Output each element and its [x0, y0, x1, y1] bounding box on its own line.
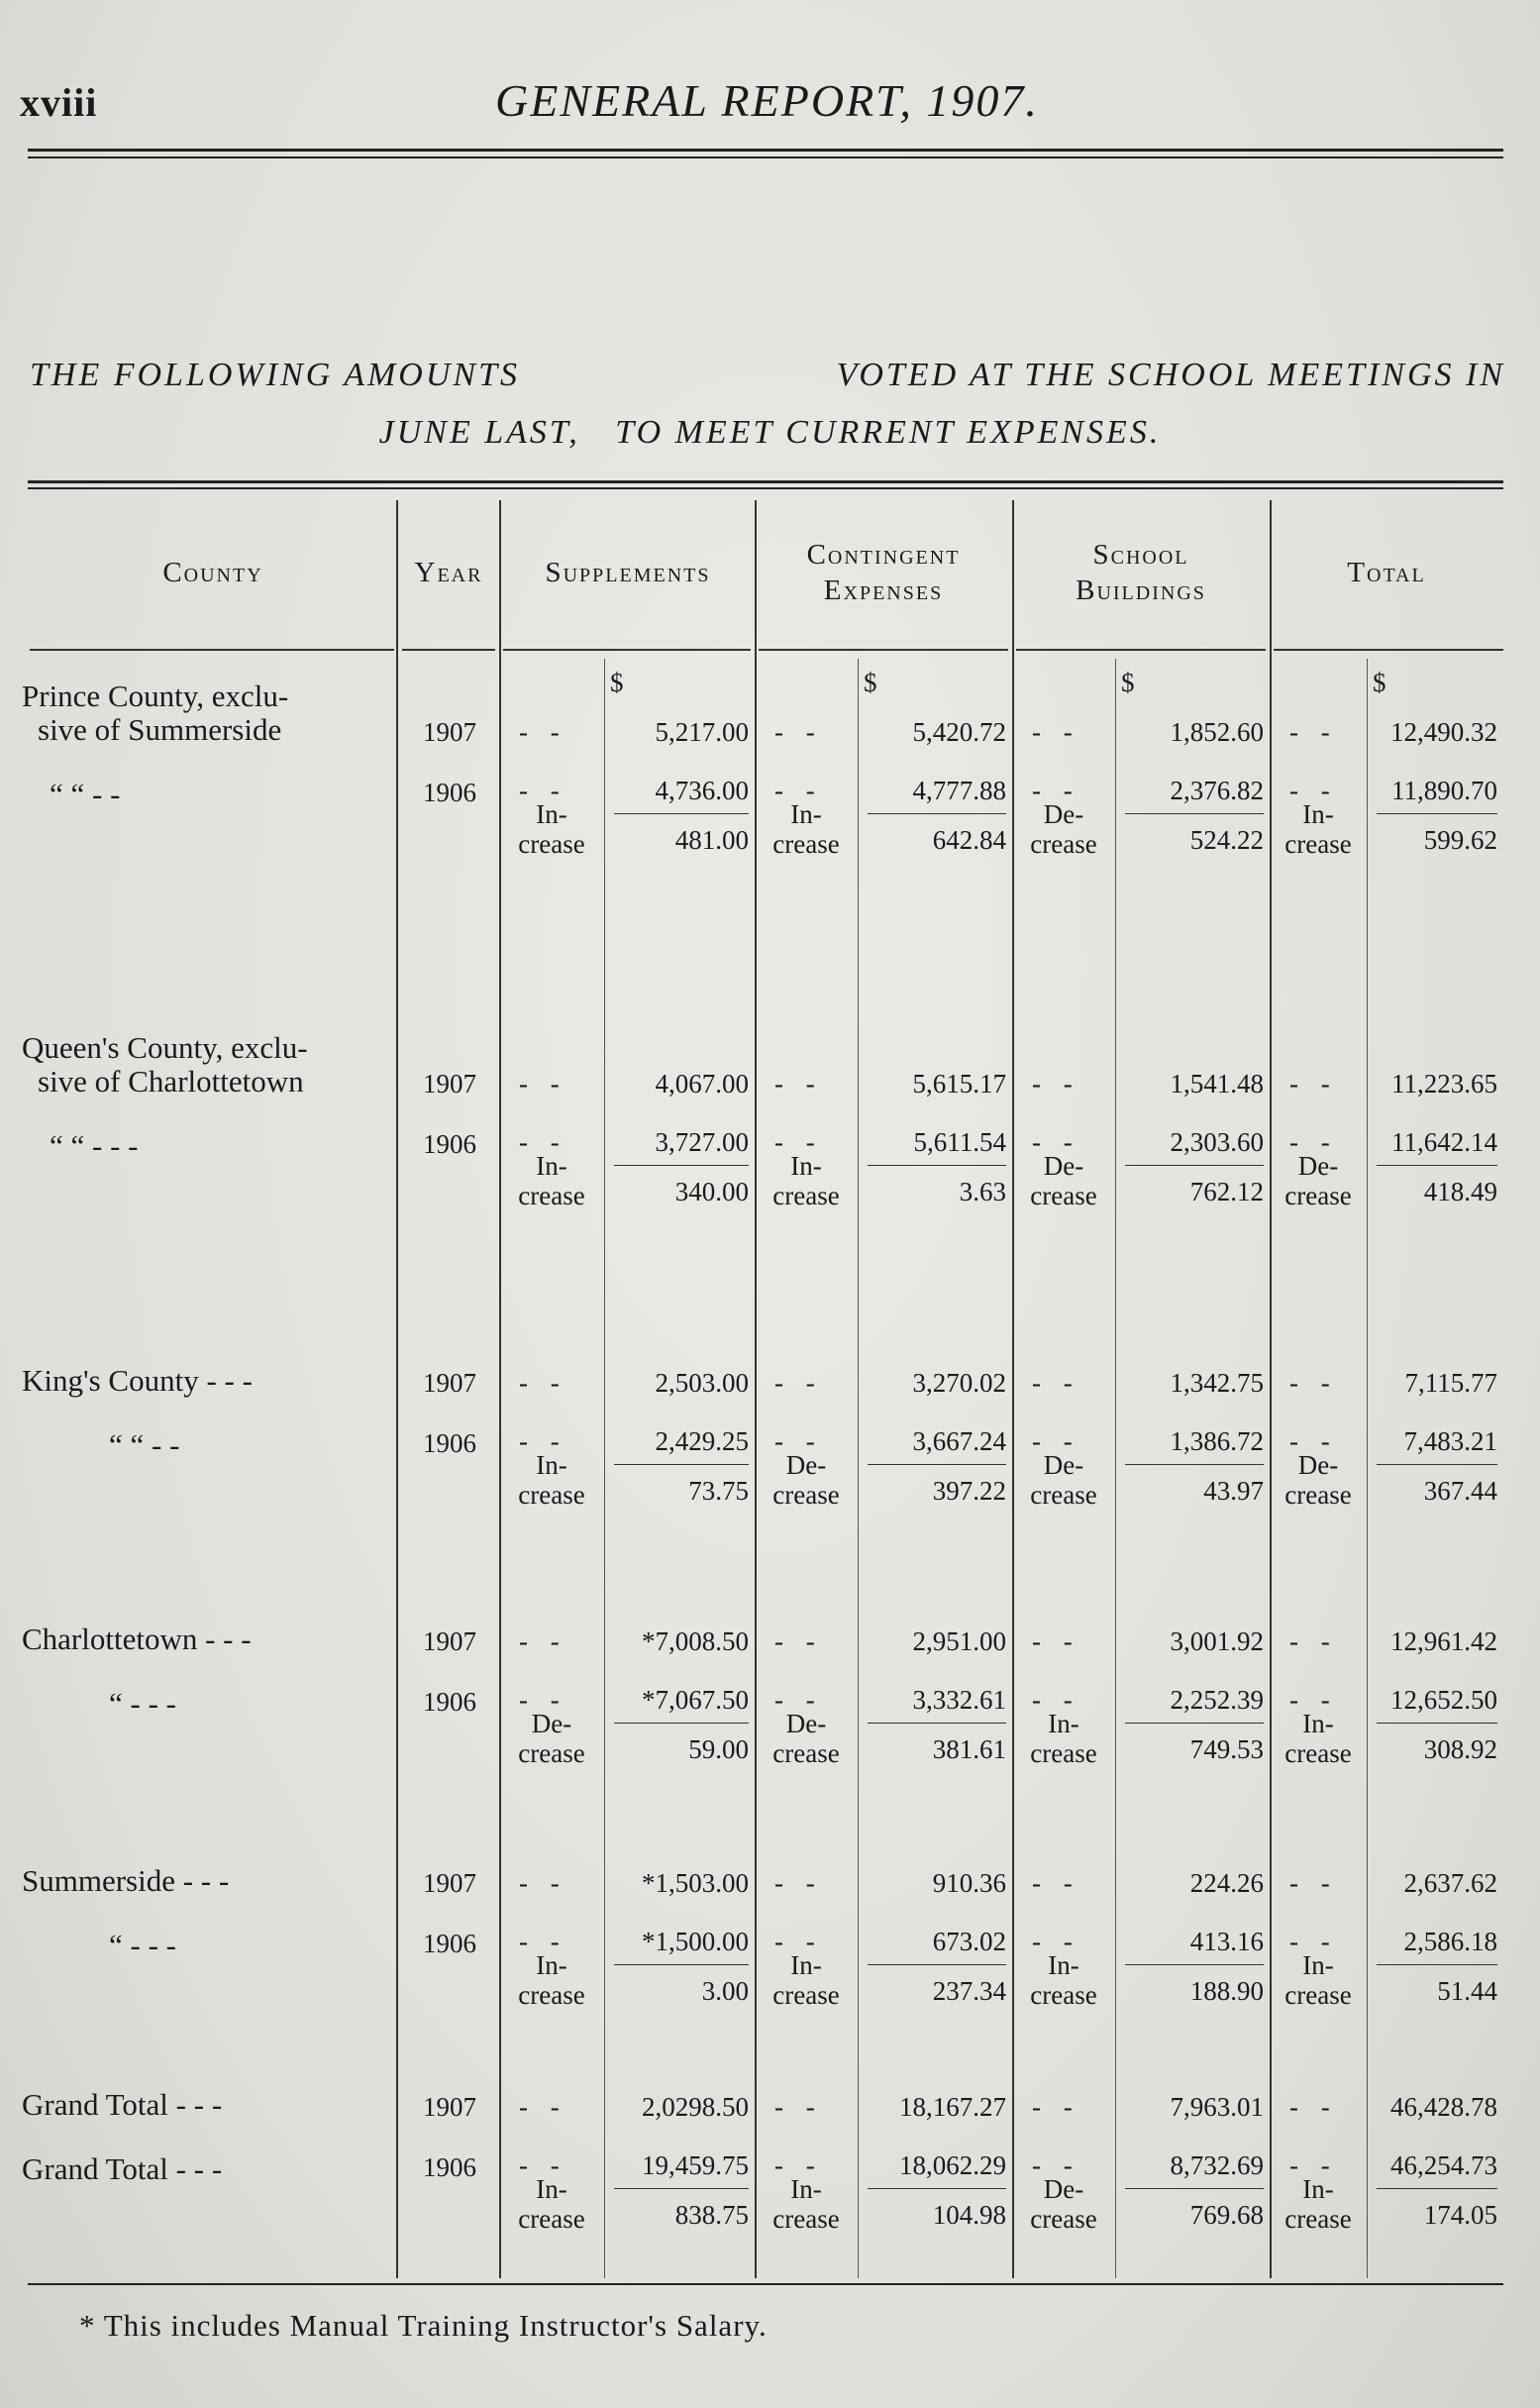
county-name: Grand Total - - - [22, 2087, 223, 2122]
year-1907: 1907 [423, 1868, 476, 1898]
difference-rule [868, 2188, 1006, 2189]
dollar-sign: $ [864, 668, 877, 697]
header-underline [402, 649, 495, 651]
county-ditto: Grand Total - - - [22, 2151, 223, 2186]
difference-rule [1125, 1464, 1264, 1465]
county-name: Charlottetown - - - [22, 1622, 252, 1656]
school-1906: 2,376.82 [1170, 776, 1264, 805]
year-1906: 1906 [423, 1687, 476, 1717]
table-title-line-2 [0, 414, 1540, 452]
total-1906: 12,652.50 [1390, 1685, 1497, 1715]
table-bottom-rule [28, 2283, 1503, 2285]
supp-1907: 2,0298.50 [642, 2092, 749, 2122]
direction-word: In- [1302, 1950, 1334, 1980]
dash-placeholder: - - [1032, 2092, 1080, 2122]
dash-placeholder: - - [1289, 2150, 1338, 2180]
direction-word: In- [1048, 1709, 1079, 1738]
difference-rule [868, 1964, 1006, 1965]
dash-placeholder: - - [1032, 1426, 1080, 1456]
direction-word: crease [518, 1181, 585, 1210]
cont-1907: 18,167.27 [899, 2092, 1006, 2122]
header-underline [759, 649, 1008, 651]
direction-word: In- [536, 1450, 567, 1480]
total-1906: 7,483.21 [1403, 1426, 1497, 1456]
school-difference: 524.22 [1189, 825, 1264, 855]
dash-placeholder: - - [774, 1626, 823, 1656]
dash-placeholder: - - [774, 776, 823, 805]
dash-placeholder: - - [1289, 1868, 1338, 1898]
dash-placeholder: - - [774, 1685, 823, 1715]
dash-placeholder: - - [774, 1868, 823, 1898]
col-header-total: Total [1347, 557, 1426, 588]
supp-direction [501, 1450, 602, 1510]
difference-rule [1377, 813, 1497, 814]
cont-direction [757, 799, 856, 859]
difference-rule [614, 1165, 749, 1166]
col-header-school [1012, 537, 1270, 608]
col-header-school-1: School [1092, 539, 1189, 571]
total-difference: 174.05 [1423, 2200, 1497, 2230]
direction-word: crease [772, 2204, 840, 2234]
col-header-county: County [162, 557, 263, 588]
dash-placeholder: - - [519, 717, 567, 747]
cont-1906: 5,611.54 [913, 1127, 1006, 1157]
dollar-sign: $ [1121, 668, 1135, 697]
dash-placeholder: - - [774, 1368, 823, 1398]
cont-direction [757, 1151, 856, 1210]
year-1906: 1906 [423, 1428, 476, 1458]
dash-placeholder: - - [1289, 1368, 1338, 1398]
county-ditto: “ “ - - [50, 777, 121, 811]
supp-direction [501, 2174, 602, 2234]
cont-1906: 3,667.24 [912, 1426, 1006, 1456]
year-1907: 1907 [423, 2092, 476, 2122]
direction-word: crease [1284, 2204, 1352, 2234]
dash-placeholder: - - [1032, 717, 1080, 747]
county-name: Queen's County, exclu- [22, 1030, 308, 1065]
cont-1907: 910.36 [932, 1868, 1006, 1898]
cont-difference: 381.61 [932, 1734, 1006, 1764]
school-difference: 762.12 [1189, 1177, 1264, 1206]
dash-placeholder: - - [519, 1368, 567, 1398]
total-1907: 46,428.78 [1390, 2092, 1497, 2122]
county-name: King's County - - - [22, 1363, 253, 1398]
title-line2-b: TO MEET CURRENT EXPENSES. [615, 414, 1162, 451]
supp-1906: *7,067.50 [642, 1685, 749, 1715]
table-top-rule [28, 487, 1503, 489]
direction-word: In- [536, 1950, 567, 1980]
direction-word: crease [1030, 2204, 1097, 2234]
total-difference: 51.44 [1437, 1976, 1497, 2006]
year-1906: 1906 [423, 1129, 476, 1159]
supp-1906: 2,429.25 [655, 1426, 749, 1456]
column-divider [755, 500, 757, 2278]
cont-1907: 3,270.02 [912, 1368, 1006, 1398]
direction-word: crease [772, 1980, 840, 2010]
difference-rule [1377, 1964, 1497, 1965]
supp-difference: 481.00 [674, 825, 749, 855]
cont-direction [757, 1450, 856, 1510]
school-1906: 2,303.60 [1170, 1127, 1264, 1157]
dash-placeholder: - - [519, 1927, 567, 1956]
supp-direction [501, 1950, 602, 2010]
direction-word: De- [1043, 2174, 1084, 2204]
total-1907: 12,490.32 [1390, 717, 1497, 747]
direction-word: crease [1030, 1181, 1097, 1210]
column-divider [1012, 500, 1014, 2278]
dash-placeholder: - - [1032, 1368, 1080, 1398]
dash-placeholder: - - [519, 776, 567, 805]
subcolumn-divider [604, 659, 605, 2278]
cont-difference: 397.22 [932, 1476, 1006, 1506]
dash-placeholder: - - [1032, 1685, 1080, 1715]
total-direction [1272, 2174, 1365, 2234]
header-rule [28, 149, 1503, 152]
difference-rule [614, 1964, 749, 1965]
direction-word: In- [790, 2174, 822, 2204]
direction-word: In- [536, 799, 567, 829]
supp-1906: *1,500.00 [642, 1927, 749, 1956]
col-header-supplements: Supplements [545, 557, 711, 588]
header-underline [1274, 649, 1503, 651]
direction-word: crease [1284, 829, 1352, 859]
difference-rule [1377, 1464, 1497, 1465]
county-name: Summerside - - - [22, 1863, 230, 1898]
school-difference: 769.68 [1189, 2200, 1264, 2230]
direction-word: In- [536, 1151, 567, 1181]
header-underline [503, 649, 751, 651]
direction-word: crease [1030, 1480, 1097, 1510]
dash-placeholder: - - [1289, 2092, 1338, 2122]
supp-difference: 3.00 [701, 1976, 749, 2006]
direction-word: In- [1302, 2174, 1334, 2204]
direction-word: De- [1043, 1450, 1084, 1480]
table-top-rule [28, 480, 1503, 483]
dash-placeholder: - - [519, 1685, 567, 1715]
dash-placeholder: - - [519, 1069, 567, 1099]
direction-word: De- [1297, 1151, 1339, 1181]
school-1907: 1,852.60 [1170, 717, 1264, 747]
subcolumn-divider [1367, 659, 1368, 2278]
total-1906: 46,254.73 [1390, 2150, 1497, 2180]
dash-placeholder: - - [774, 1426, 823, 1456]
school-1906: 2,252.39 [1170, 1685, 1264, 1715]
supp-difference: 340.00 [674, 1177, 749, 1206]
county-ditto: “ - - - [109, 1686, 176, 1721]
col-header-school-2: Buildings [1076, 575, 1206, 606]
county-ditto: “ - - - [109, 1928, 176, 1962]
dash-placeholder: - - [774, 1069, 823, 1099]
school-direction [1014, 1709, 1113, 1768]
direction-word: De- [785, 1709, 827, 1738]
direction-word: crease [518, 1738, 585, 1768]
school-1907: 7,963.01 [1170, 2092, 1264, 2122]
supp-direction [501, 799, 602, 859]
title-right: VOTED AT THE SCHOOL MEETINGS IN [836, 357, 1505, 393]
col-header-year: Year [414, 557, 483, 588]
supp-1907: 5,217.00 [655, 717, 749, 747]
school-1907: 224.26 [1189, 1868, 1264, 1898]
footnote: * This includes Manual Training Instructor's Salary. [79, 2308, 768, 2343]
dash-placeholder: - - [519, 2092, 567, 2122]
school-1907: 3,001.92 [1170, 1626, 1264, 1656]
total-direction [1272, 799, 1365, 859]
difference-rule [1125, 1964, 1264, 1965]
total-difference: 418.49 [1423, 1177, 1497, 1206]
page-number: xviii [20, 80, 98, 125]
header-rule [28, 157, 1503, 158]
title-left: THE FOLLOWING AMOUNTS [30, 357, 520, 393]
dash-placeholder: - - [1032, 1927, 1080, 1956]
dollar-sign: $ [610, 668, 624, 697]
direction-word: crease [1284, 1980, 1352, 2010]
cont-1906: 3,332.61 [912, 1685, 1006, 1715]
total-difference: 308.92 [1423, 1734, 1497, 1764]
cont-1907: 2,951.00 [912, 1626, 1006, 1656]
direction-word: In- [1048, 1950, 1079, 1980]
direction-word: crease [772, 1738, 840, 1768]
total-direction [1272, 1151, 1365, 1210]
dash-placeholder: - - [519, 1426, 567, 1456]
total-direction [1272, 1950, 1365, 2010]
dash-placeholder: - - [519, 1626, 567, 1656]
dash-placeholder: - - [1032, 1626, 1080, 1656]
header-underline [30, 649, 394, 651]
total-1907: 12,961.42 [1390, 1626, 1497, 1656]
direction-word: crease [1284, 1480, 1352, 1510]
dash-placeholder: - - [1289, 1127, 1338, 1157]
supp-difference: 59.00 [688, 1734, 749, 1764]
direction-word: crease [772, 1480, 840, 1510]
supp-1906: 19,459.75 [642, 2150, 749, 2180]
county-name-cont: sive of Charlottetown [38, 1064, 304, 1099]
dash-placeholder: - - [1032, 1069, 1080, 1099]
year-1907: 1907 [423, 1626, 476, 1656]
cont-1906: 673.02 [932, 1927, 1006, 1956]
school-difference: 749.53 [1189, 1734, 1264, 1764]
direction-word: In- [790, 1151, 822, 1181]
cont-1906: 4,777.88 [912, 776, 1006, 805]
difference-rule [1377, 1165, 1497, 1166]
dollar-sign: $ [1373, 668, 1386, 697]
difference-rule [1125, 813, 1264, 814]
school-1906: 1,386.72 [1170, 1426, 1264, 1456]
cont-difference: 237.34 [932, 1976, 1006, 2006]
difference-rule [1125, 2188, 1264, 2189]
direction-word: crease [1284, 1181, 1352, 1210]
dash-placeholder: - - [774, 2092, 823, 2122]
col-header-contingent-2: Expenses [823, 575, 944, 606]
total-1906: 11,642.14 [1391, 1127, 1497, 1157]
cont-difference: 642.84 [932, 825, 1006, 855]
cont-1907: 5,420.72 [912, 717, 1006, 747]
direction-word: crease [518, 829, 585, 859]
supp-direction [501, 1709, 602, 1768]
school-direction [1014, 799, 1113, 859]
county-name-cont: sive of Summerside [38, 712, 282, 747]
school-1907: 1,541.48 [1170, 1069, 1264, 1099]
column-divider [1270, 500, 1272, 2278]
direction-word: De- [785, 1450, 827, 1480]
table-title-line-1 [30, 357, 1505, 394]
school-1906: 8,732.69 [1170, 2150, 1264, 2180]
dash-placeholder: - - [1032, 1127, 1080, 1157]
cont-1907: 5,615.17 [912, 1069, 1006, 1099]
school-1907: 1,342.75 [1170, 1368, 1264, 1398]
dash-placeholder: - - [774, 1927, 823, 1956]
difference-rule [868, 1464, 1006, 1465]
school-direction [1014, 1950, 1113, 2010]
direction-word: crease [1284, 1738, 1352, 1768]
difference-rule [614, 2188, 749, 2189]
school-direction [1014, 1450, 1113, 1510]
year-1907: 1907 [423, 717, 476, 747]
total-1907: 7,115.77 [1404, 1368, 1497, 1398]
cont-difference: 104.98 [932, 2200, 1006, 2230]
year-1907: 1907 [423, 1069, 476, 1099]
subcolumn-divider [858, 659, 859, 2278]
dash-placeholder: - - [519, 2150, 567, 2180]
dash-placeholder: - - [1289, 717, 1338, 747]
direction-word: crease [1030, 1980, 1097, 2010]
year-1906: 1906 [423, 778, 476, 807]
supp-difference: 73.75 [688, 1476, 749, 1506]
year-1907: 1907 [423, 1368, 476, 1398]
supp-1907: 4,067.00 [655, 1069, 749, 1099]
direction-word: In- [536, 2174, 567, 2204]
school-difference: 188.90 [1189, 1976, 1264, 2006]
total-1906: 2,586.18 [1403, 1927, 1497, 1956]
direction-word: crease [1030, 829, 1097, 859]
dash-placeholder: - - [1289, 1927, 1338, 1956]
total-difference: 599.62 [1423, 825, 1497, 855]
school-difference: 43.97 [1203, 1476, 1264, 1506]
total-difference: 367.44 [1423, 1476, 1497, 1506]
dash-placeholder: - - [1032, 1868, 1080, 1898]
total-direction [1272, 1709, 1365, 1768]
direction-word: De- [1043, 799, 1084, 829]
county-name: Prince County, exclu- [22, 679, 289, 713]
supp-1907: 2,503.00 [655, 1368, 749, 1398]
direction-word: crease [518, 2204, 585, 2234]
total-1907: 11,223.65 [1391, 1069, 1497, 1099]
difference-rule [868, 1165, 1006, 1166]
difference-rule [1125, 1723, 1264, 1724]
direction-word: De- [531, 1709, 572, 1738]
dash-placeholder: - - [1289, 1626, 1338, 1656]
dash-placeholder: - - [1032, 2150, 1080, 2180]
cont-direction [757, 1950, 856, 2010]
school-direction [1014, 1151, 1113, 1210]
direction-word: crease [772, 829, 840, 859]
dash-placeholder: - - [1289, 1069, 1338, 1099]
cont-direction [757, 2174, 856, 2234]
direction-word: crease [518, 1980, 585, 2010]
direction-word: De- [1043, 1151, 1084, 1181]
difference-rule [614, 813, 749, 814]
supp-1907: *1,503.00 [642, 1868, 749, 1898]
column-divider [396, 500, 398, 2278]
supp-1907: *7,008.50 [642, 1626, 749, 1656]
difference-rule [1125, 1165, 1264, 1166]
col-header-contingent [755, 537, 1012, 608]
column-divider [499, 500, 501, 2278]
dash-placeholder: - - [774, 2150, 823, 2180]
dash-placeholder: - - [774, 717, 823, 747]
dash-placeholder: - - [1289, 1685, 1338, 1715]
difference-rule [1377, 1723, 1497, 1724]
year-1906: 1906 [423, 2152, 476, 2182]
difference-rule [614, 1723, 749, 1724]
header-underline [1016, 649, 1266, 651]
total-direction [1272, 1450, 1365, 1510]
difference-rule [614, 1464, 749, 1465]
total-1907: 2,637.62 [1403, 1868, 1497, 1898]
dash-placeholder: - - [519, 1868, 567, 1898]
direction-word: De- [1297, 1450, 1339, 1480]
supp-1906: 4,736.00 [655, 776, 749, 805]
direction-word: In- [1302, 1709, 1334, 1738]
direction-word: In- [790, 799, 822, 829]
difference-rule [868, 1723, 1006, 1724]
dash-placeholder: - - [1289, 1426, 1338, 1456]
county-ditto: “ “ - - - [50, 1128, 139, 1163]
running-title: GENERAL REPORT, 1907. [495, 75, 1039, 126]
title-line2-a: JUNE LAST, [378, 414, 580, 451]
dash-placeholder: - - [1289, 776, 1338, 805]
dash-placeholder: - - [1032, 776, 1080, 805]
direction-word: crease [518, 1480, 585, 1510]
col-header-contingent-1: Contingent [806, 539, 961, 571]
dash-placeholder: - - [774, 1127, 823, 1157]
direction-word: In- [1302, 799, 1334, 829]
supp-1906: 3,727.00 [655, 1127, 749, 1157]
school-direction [1014, 2174, 1113, 2234]
subcolumn-divider [1115, 659, 1116, 2278]
direction-word: In- [790, 1950, 822, 1980]
supp-direction [501, 1151, 602, 1210]
cont-1906: 18,062.29 [899, 2150, 1006, 2180]
county-ditto: “ “ - - [109, 1427, 180, 1462]
year-1906: 1906 [423, 1929, 476, 1958]
difference-rule [868, 813, 1006, 814]
cont-direction [757, 1709, 856, 1768]
direction-word: crease [1030, 1738, 1097, 1768]
direction-word: crease [772, 1181, 840, 1210]
total-1906: 11,890.70 [1391, 776, 1497, 805]
cont-difference: 3.63 [959, 1177, 1006, 1206]
supp-difference: 838.75 [674, 2200, 749, 2230]
dash-placeholder: - - [519, 1127, 567, 1157]
difference-rule [1377, 2188, 1497, 2189]
school-1906: 413.16 [1189, 1927, 1264, 1956]
